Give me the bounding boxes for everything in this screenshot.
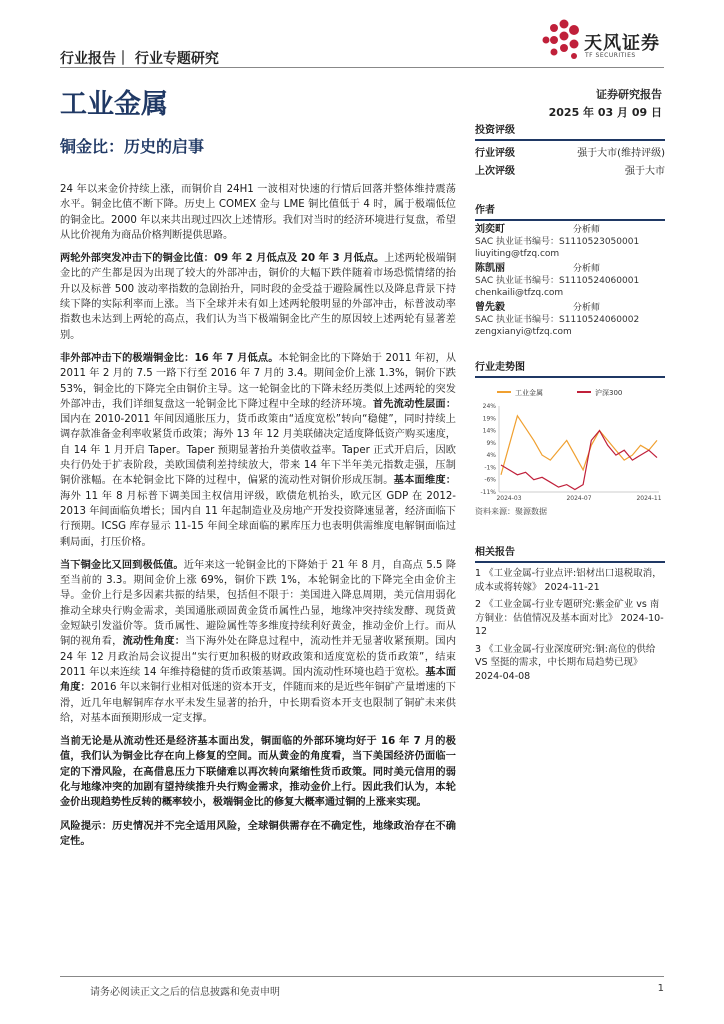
para-text: 2016 年以来铜行业相对低迷的资本开支，伴随而来的是近些年铜矿产量增速的下滑，近几年电解铜库存水平未发生显著的抬升，中长期看资本开支也限制了铜矿未来供给，对基本面预期形成一定支撑。 xyxy=(60,682,456,724)
author-email[interactable]: chenkaili@tfzq.com xyxy=(475,288,564,298)
para-text: 国内在 2010-2011 年间因通胀压力，货币政策由“适度宽松”转向“稳健”，同时持续上调存款准备金利率收紧货币政策；海外 13 年 12 月美联储决定适度降低资产购买速度，自 14 年 1 月开启 Taper。Taper 预期显著抬升美债收益率。Taper 正式开启后，因欧央行仍处于扩表阶段，美欧国债利差持续放大，带来 14 年下半年美元指数走强，压制铜价涨幅。在本轮铜金比下降的过程中，偏紧的流动性对铜价形成压制。 xyxy=(60,414,456,487)
para-non-external xyxy=(60,351,456,550)
author-block xyxy=(475,263,665,299)
authors-heading: 作者 xyxy=(475,201,665,221)
footer-disclaimer: 请务必阅读正文之后的信息披露和免责申明 xyxy=(90,987,280,998)
logo-dots-icon xyxy=(538,18,582,62)
rating-row-previous xyxy=(475,162,665,177)
related-heading: 相关报告 xyxy=(475,543,665,563)
author-sac: SAC 执业证书编号：S1110524060001 xyxy=(475,276,640,286)
author-name: 曾先毅 xyxy=(475,302,505,313)
y-tick-label: -11% xyxy=(480,489,496,496)
para-lead: 流动性角度： xyxy=(122,636,186,648)
legend-label: 沪深300 xyxy=(595,389,623,397)
author-block xyxy=(475,302,665,338)
rating-key: 行业评级 xyxy=(475,148,515,159)
author-role: 分析师 xyxy=(573,303,601,313)
para-text: 当下海外处在降息过程中，流动性并无显著收紧预期。国内 24 年 12 月政治局会议提出“实行更加积极的财政政策和适度宽松的货币政策”，结束 2011 年以来连续 14 年维持稳健的货币政策基调。国内流动性环境也趋于宽松。 xyxy=(60,636,457,678)
x-tick-label: 2024-07 xyxy=(566,495,592,502)
series-line xyxy=(501,416,657,475)
related-report-item[interactable]: 1 《工业金属-行业点评:铝材出口退税取消，成本或将转嫁》 2024-11-21 xyxy=(475,568,662,593)
author-name: 刘奕町 xyxy=(475,224,505,235)
author-name: 陈凯丽 xyxy=(475,263,505,274)
rating-row-industry xyxy=(475,144,665,159)
para-conclusion: 当前无论是从流动性还是经济基本面出发，铜面临的外部环境均好于 16 年 7 月的极值，我们认为铜金比存在向上修复的空间。而从黄金的角度看，当下美国经济仍面临一定的下滑风险，在高借息压力下联储难以再次转向紧缩性货币政策。同时美元信用的弱化与地缘冲突的加剧有望持续推升央行购金需求，推动金价上行。因此我们认为，本轮金价出现趋势性反转的概率较小，极端铜金比的修复大概率通过铜的上涨来实现。 xyxy=(60,736,456,809)
para-lead: 非外部冲击下的极端铜金比：16 年 7 月低点。 xyxy=(60,352,279,364)
rating-value: 强于大市 xyxy=(625,166,665,177)
author-sac: SAC 执业证书编号：S1110524060002 xyxy=(475,315,640,325)
para-text: 上述两轮极端铜金比的产生都是因为出现了较大的外部冲击，铜价的大幅下跌伴随着市场恐慌情绪的抬升以及标普 500 波动率指数的急剧抬升，同时段的金受益于避险属性以及降息背景下持续下降的实际利率而上涨。当下全球并未有如上述两轮般明显的外部冲击，标普波动率指数也未达到上两轮的高点，我们认为当下极端铜金比产生的原因较上述两轮有显著差别。 xyxy=(60,253,457,341)
report-category: 行业报告｜ 行业专题研究 xyxy=(60,51,219,67)
footer-divider xyxy=(60,976,664,977)
y-tick-label: 9% xyxy=(486,439,496,447)
company-logo xyxy=(538,18,668,66)
related-report-item[interactable]: 2 《工业金属-行业专题研究:紫金矿业 vs 南方铜业：估值情况及基本面对比》 2024-10-12 xyxy=(475,599,664,637)
author-email[interactable]: liuyiting@tfzq.com xyxy=(475,249,560,259)
y-tick-label: -1% xyxy=(484,464,496,472)
para-lead: 当下铜金比又回到极低值。 xyxy=(60,559,184,571)
y-tick-label: 14% xyxy=(482,427,496,435)
para-lead: 首先流动性层面： xyxy=(372,398,457,410)
trend-heading: 行业走势图 xyxy=(475,358,665,378)
author-sac: SAC 执业证书编号：S1110523050001 xyxy=(475,237,640,247)
series-line xyxy=(501,431,657,490)
y-tick-label: 19% xyxy=(482,415,496,423)
para-text: 本轮铜金比的下降始于 2011 年初，从 2011 年 2 月的 7.5 一路下行至 2016 年 7 月的 3.4。期间金价上涨 1.3%，铜价下跌 53%，铜金比的下降完全由铜价主导。这一轮铜金比的下降未经历类似上述两轮的突发外部冲击，我们详细复盘这一轮铜金比下降过程中全球的经济环境。 xyxy=(60,352,457,410)
main-body xyxy=(60,182,456,857)
para-text: 海外 11 年 8 月标普下调美国主权信用评级，欧债危机抬头，欧元区 GDP 在 2012-2013 年间面临负增长；国内自 11 年起制造业及房地产开发投资降速显著，经济面临下行预期。ICSG 库存显示 11-15 年间全球面临的累库压力也表明供需维度电解铜面临过剩局面，打压价格。 xyxy=(60,490,456,548)
industry-title: 工业金属 xyxy=(60,89,168,120)
page-number: 1 xyxy=(657,983,664,994)
para-external-shock xyxy=(60,251,456,343)
y-tick-label: -6% xyxy=(484,476,496,484)
author-email[interactable]: zengxianyi@tfzq.com xyxy=(475,327,572,337)
chart-source: 资料来源：聚源数据 xyxy=(475,507,547,516)
rating-value: 强于大市(维持评级) xyxy=(577,148,665,159)
para-risk: 风险提示：历史情况并不完全适用风险，全球铜供需存在不确定性，地缘政治存在不确定性。 xyxy=(60,820,456,847)
x-tick-label: 2024-11 xyxy=(636,495,662,502)
x-tick-label: 2024-03 xyxy=(496,495,522,502)
report-date: 2025 年 03 月 09 日 xyxy=(548,106,662,119)
related-report-item[interactable]: 3 《工业金属-行业深度研究:铜:高位的供给 VS 坚挺的需求，中长期布局趋势已现》 2024-04-08 xyxy=(475,643,656,682)
rating-key: 上次评级 xyxy=(475,166,515,177)
author-role: 分析师 xyxy=(573,264,601,274)
header-divider xyxy=(60,67,664,68)
para-lead: 基本面角度： xyxy=(60,666,456,694)
rating-heading: 投资评级 xyxy=(475,121,665,141)
para-current xyxy=(60,558,456,726)
author-role: 分析师 xyxy=(573,225,601,235)
trend-chart-svg xyxy=(475,384,665,504)
sidebar xyxy=(475,121,665,683)
author-block xyxy=(475,224,665,260)
legend-label: 工业金属 xyxy=(515,389,543,397)
trend-chart xyxy=(475,384,665,504)
para-intro: 24 年以来金价持续上涨，而铜价自 24H1 一波相对快速的行情后回落并整体维持震荡水平。铜金比值不断下降。历史上 COMEX 金与 LME 铜比值低于 4 时，属于极端低位的铜金比。2000 年以来共出现过四次上述情形。我们对当时的经济环境进行复盘，希望从比价视角为商品价格判断提供思路。 xyxy=(60,184,456,241)
para-text: 近年来这一轮铜金比的下降始于 21 年 8 月，自高点 5.5 降至当前的 3.3。期间金价上涨 69%，铜价下跌 1%，本轮铜金比的下降完全由金价主导。金价上行是多因素共振的结果，包括但不限于：美国进入降息周期，美元信用弱化推动全球央行购金需求，美国通胀顽固黄金货币属性凸显，地缘冲突持续发酵、现货黄金短缺引发溢价等。货币属性、避险属性等多维度持续利好黄金，推动金价上行。而从铜的视角看， xyxy=(60,559,457,648)
report-type: 证券研究报告 xyxy=(596,88,662,101)
logo-name: 天风证券 xyxy=(584,33,660,54)
y-tick-label: 24% xyxy=(482,403,496,410)
y-tick-label: 4% xyxy=(486,452,496,460)
para-lead: 基本面维度： xyxy=(393,475,456,487)
logo-subtitle: TF SECURITIES xyxy=(585,52,636,59)
report-subtitle: 铜金比：历史的启事 xyxy=(60,137,205,156)
para-lead: 两轮外部突发冲击下的铜金比值：09 年 2 月低点及 20 年 3 月低点。 xyxy=(60,253,385,265)
